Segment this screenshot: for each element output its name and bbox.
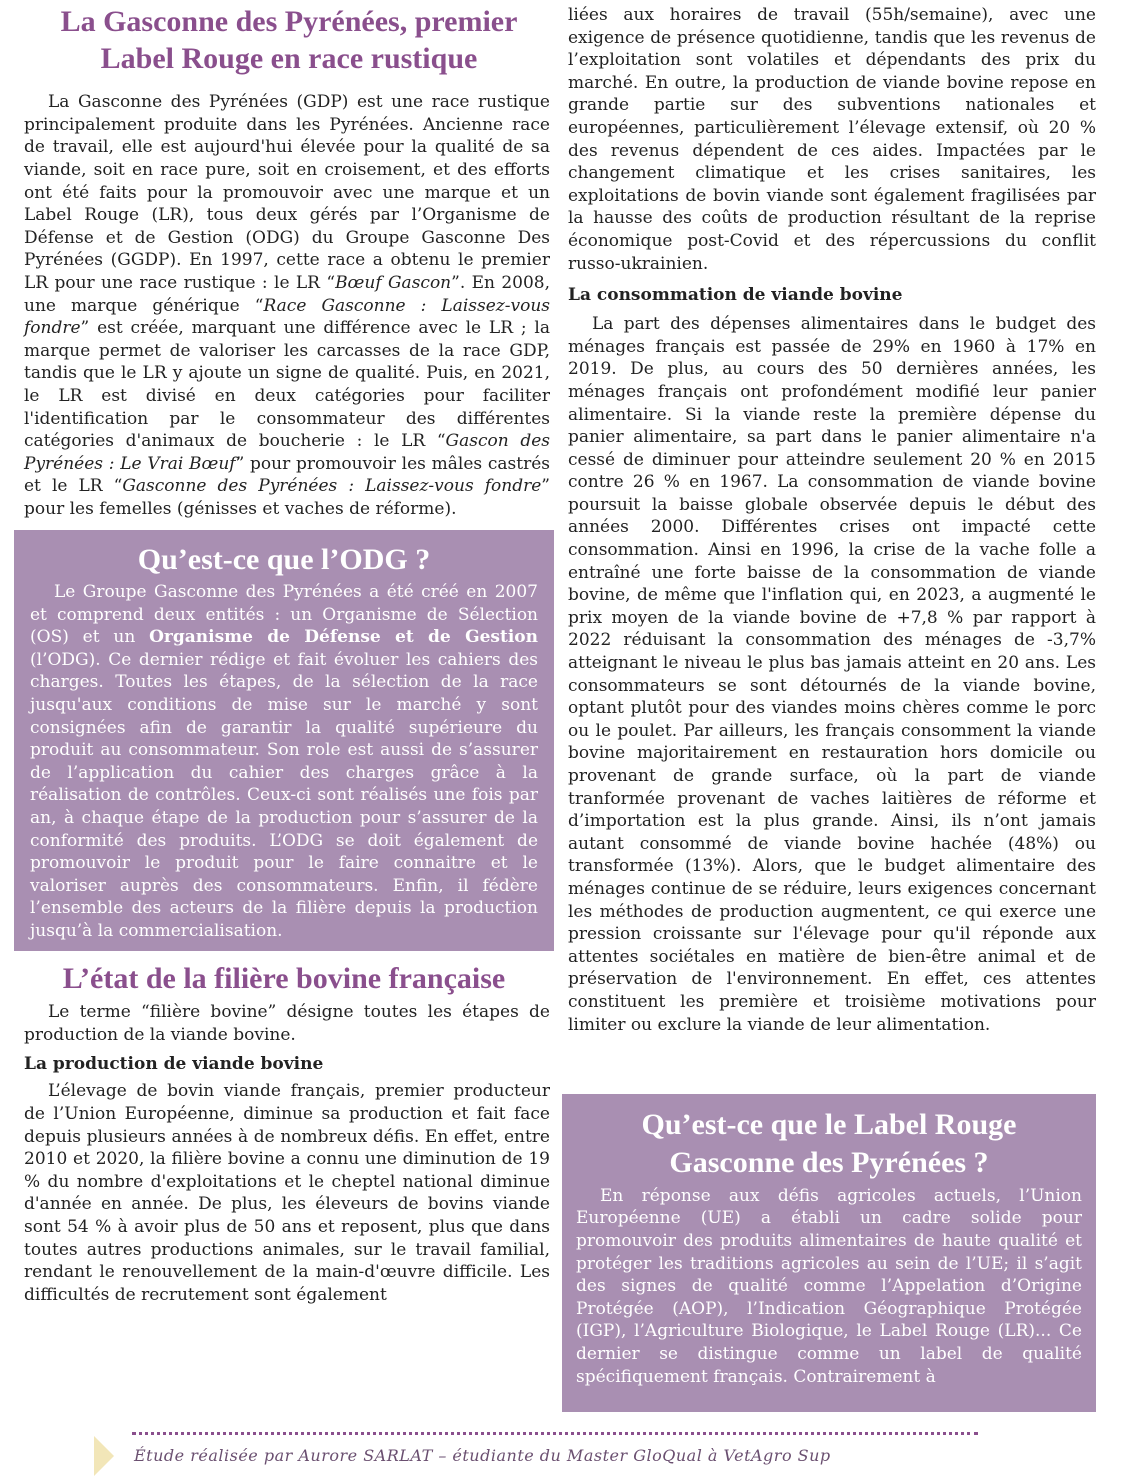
intro-italic-4: Gasconne des Pyrénées : Laissez-vous fondre bbox=[122, 476, 542, 497]
odg-box-title: Qu’est-ce que l’ODG ? bbox=[137, 543, 431, 577]
left-column bbox=[14, 4, 554, 1306]
footer-dotted-divider bbox=[132, 1432, 978, 1435]
odg-text-2: (l’ODG). Ce dernier rédige et fait évoluer les cahiers des charges. Toutes les étapes, de la sélection de la race jusqu'aux conditions de mise sur le marché y sont consignées afin de garantir la qualité supérieure du produit au consommateur. Son role est aussi de s’assurer de l’application du cahier des charges grâce à la réalisation de contrôles. Ceux-ci sont réalisés une fois par an, à chaque étape de la production pour s’assurer de la conformité des produits. L’ODG se doit également de promouvoir le produit pour le faire connaitre et le valoriser auprès des consommateurs. Enfin, il fédère l’ensemble des acteurs de la filière depuis la production jusqu’à la commercialisation. bbox=[30, 649, 538, 941]
footer-credit: Étude réalisée par Aurore SARLAT – étudiante du Master GloQual à VetAgro Sup bbox=[134, 1446, 831, 1465]
filiere-intro: Le terme “filière bovine” désigne toutes les étapes de production de la viande bovine. bbox=[24, 1002, 550, 1045]
subhead-production: La production de viande bovine bbox=[24, 1054, 324, 1075]
consommation-paragraph: La part des dépenses alimentaires dans le budget des ménages français est passée de 29% en 1960 à 17% en 2019. De plus, au cours des 50 dernières années, les ménages français ont profondément modifié leur panier alimentaire. Si la viande reste la première dépense du panier alimentaire, sa part dans le panier alimentaire n'a cessé de diminuer pour atteindre seulement 20 % en 2015 contre 26 % en 1967. La consommation de viande bovine poursuit la baisse globale observée depuis le début des années 2000. Différentes crises ont impacté cette consommation. Ainsi en 1996, la crise de la vache folle a entraîné une forte baisse de la consommation de viande bovine, de même que l'inflation qui, en 2023, a augmenté le prix moyen de la viande bovine de +7,8 % par rapport à 2022 réduisant la consommation des ménages de -3,7% atteignant le niveau le plus bas jamais atteint en 20 ans. Les consommateurs se sont détournés de la viande bovine, optant plutôt pour des viandes moins chères comme le porc ou le poulet. Par ailleurs, les français consomment la viande bovine majoritairement en restauration hors domicile ou provenant de grande surface, où la part de viande tranformée provenant de vaches laitières de réforme et d’importation est la plus grande. Ainsi, ils n’ont jamais autant consommé de viande bovine hachée (48%) ou transformée (13%). Alors, que le budget alimentaire des ménages continue de se réduire, leurs exigences concernant les méthodes de production augmentent, ce qui exerce une pression croissante sur l'élevage pour qu'il réponde aux attentes sociétales en matière de bien-être animal et de préservation de l'environnement. En effet, ces attentes constituent les première et troisième motivations pour limiter ou exclure la viande de leur alimentation. bbox=[568, 314, 1096, 1035]
odg-text-1: Le Groupe Gasconne des Pyrénées a été créé en 2007 et comprend deux entités : un Organisme de Sélection (OS) et un bbox=[30, 582, 538, 648]
label-rouge-info-box bbox=[562, 1094, 1096, 1412]
article-title: La Gasconne des Pyrénées, premier Label Rouge en race rustique bbox=[60, 5, 518, 75]
footer-arrow-icon bbox=[94, 1436, 114, 1476]
intro-text-2: ”. En 2008, une marque générique “ bbox=[24, 272, 550, 316]
intro-italic-3: Gascon des Pyrénées : Le Vrai Bœuf bbox=[24, 431, 550, 474]
odg-bold-text: Organisme de Défense et de Gestion bbox=[149, 627, 538, 648]
intro-italic-1: Bœuf Gascon bbox=[335, 272, 452, 293]
intro-text-3: ” est créée, marquant une différence avec le LR ; la marque permet de valoriser les carcasses de la race GDP, tandis que le LR y ajoute un signe de qualité. Puis, en 2021, le LR est divisé en deux catégories pour faciliter l'identification par le consommateur des différentes catégories d'animaux de boucherie : le LR “ bbox=[24, 318, 550, 452]
section-title-filiere: L’état de la filière bovine française bbox=[62, 961, 506, 995]
article-intro-paragraph bbox=[14, 91, 554, 520]
production-paragraph-continued: liées aux horaires de travail (55h/semaine), avec une exigence de présence quotidienne, tandis que les revenus de l’exploitation sont volatiles et dépendants des prix du marché. En outre, la production de viande bovine repose en grande partie sur des subventions nationales et européennes, particulièrement l’élevage extensif, où 20 % des revenus dépendent de ces aides. Impactées par le changement climatique et les crises sanitaires, les exploitations de bovin viande sont également fragilisées par la hausse des coûts de production résultant de la reprise économique post-Covid et des répercussions du conflit russo-ukrainien. bbox=[568, 5, 1096, 274]
page-footer bbox=[0, 1428, 1125, 1484]
odg-box-paragraph bbox=[30, 581, 538, 943]
label-rouge-box-paragraph: En réponse aux défis agricoles actuels, l’Union Européenne (UE) a établi un cadre solide pour promouvoir des produits alimentaires de haute qualité et protéger les traditions agricoles au sein de l’UE; il s’agit des signes de qualité comme l’Appelation d’Origine Protégée (AOP), l’Indication Géographique Protégée (IGP), l’Agriculture Biologique, le Label Rouge (LR)... Ce dernier se distingue comme un label de qualité spécifiquement français. Contrairement à bbox=[576, 1185, 1082, 1387]
label-rouge-box-title: Qu’est-ce que le Label Rouge Gasconne des Pyrénées ? bbox=[641, 1108, 1017, 1180]
production-paragraph: L’élevage de bovin viande français, premier producteur de l’Union Européenne, diminue sa production et fait face depuis plusieurs années à de nombreux défis. En effet, entre 2010 et 2020, la filière bovine a connu une diminution de 19 % du nombre d'exploitations et le cheptel national diminue d'année en année. De plus, les éleveurs de bovins viande sont 54 % à avoir plus de 50 ans et reposent, plus que dans toutes autres productions animales, sur le travail familial, rendant le renouvellement de la main-d'œuvre difficile. Les difficultés de recrutement sont également bbox=[24, 1081, 550, 1305]
subhead-consommation: La consommation de viande bovine bbox=[568, 285, 903, 306]
intro-text-5: ” pour les femelles (génisses et vaches de réforme). bbox=[24, 476, 550, 519]
intro-italic-2: Race Gasconne : Laissez-vous fondre bbox=[24, 295, 550, 339]
intro-text-1: La Gasconne des Pyrénées (GDP) est une race rustique principalement produite dans les Pyrénées. Ancienne race de travail, elle est aujourd'hui élevée pour la qualité de sa viande, soit en race pure, soit en croisement, et des efforts ont été faits pour la promouvoir avec une marque et un Label Rouge (LR), tous deux gérés par l’Organisme de Défense et de Gestion (ODG) du Groupe Gasconne Des Pyrénées (GGDP). En 1997, cette race a obtenu le premier LR pour une race rustique : le LR “ bbox=[24, 92, 550, 293]
intro-text-4: ” pour promouvoir les mâles castrés et le LR “ bbox=[24, 453, 550, 497]
odg-info-box bbox=[14, 530, 554, 950]
right-column bbox=[568, 4, 1096, 1036]
